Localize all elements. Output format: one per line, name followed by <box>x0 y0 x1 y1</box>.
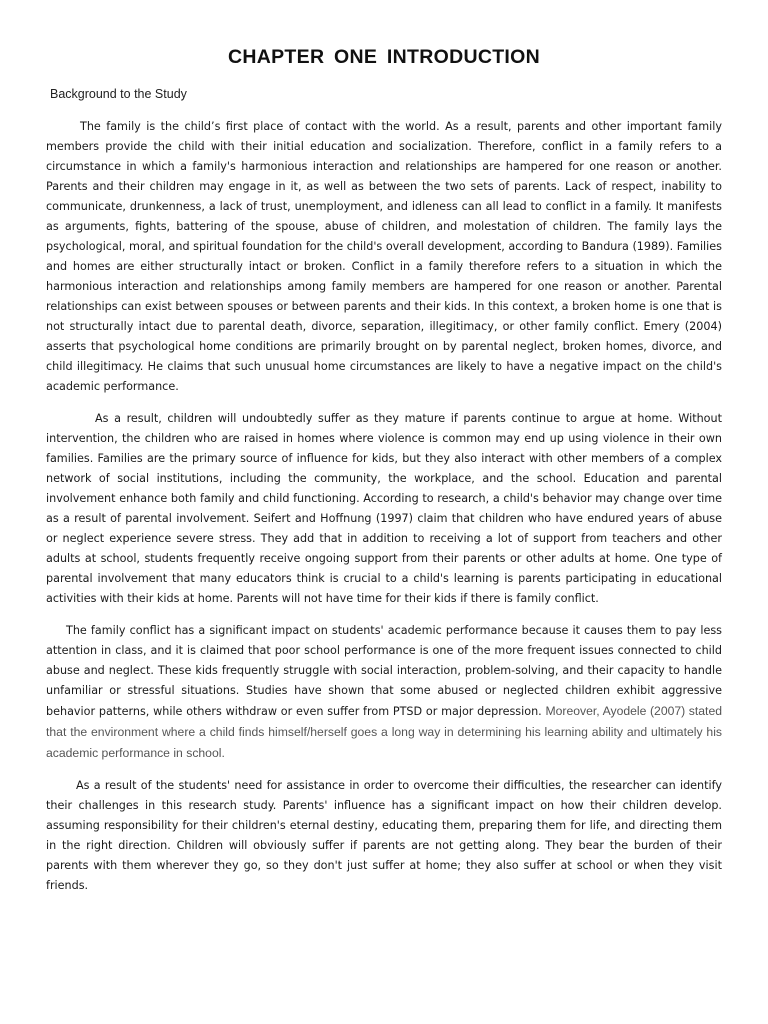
paragraph-1: The family is the child’s first place of contact with the world. As a result, parents and other important family members provide the child with their initial education and socialization. Therefore, conflict in a family refers to a circumstance in which a family's harmonious interaction and relationships are hampered for one reason or another. Parents and their children may engage in it, as well as between the two sets of parents. Lack of respect, inability to communicate, drunkenness, a lack of trust, unemployment, and idleness can all lead to conflict in a family. It manifests as arguments, fights, battering of the spouse, abuse of children, and molestation of children. The family lays the psychological, moral, and spiritual foundation for the child's overall development, according to Bandura (1989). Families and homes are either structurally intact or broken. Conflict in a family therefore refers to a situation in which the harmonious interaction and relationships among family members are hampered for one reason or another. Parental relationships can exist between spouses or between parents and their kids. In this context, a broken home is one that is not structurally intact due to parental death, divorce, separation, illegitimacy, or other family conflict. Emery (2004) asserts that psychological home conditions are primarily brought on by parental neglect, broken homes, divorce, and child illegitimacy. He claims that such unusual home circumstances are likely to have a negative impact on the child's academic performance. <box>46 120 722 393</box>
paragraph-3-main: The family conflict has a significant impact on students' academic performance because it causes them to pay less attention in class, and it is claimed that poor school performance is one of the more frequent issues connected to child abuse and neglect. These kids frequently struggle with social interaction, problem-solving, and their capacity to handle unfamiliar or stressful situations. Studies have shown that some abused or neglected children exhibit aggressive behavior patterns, while others withdraw or even suffer from PTSD or major depression. <box>46 624 722 718</box>
document-body <box>46 117 722 908</box>
paragraph-4: As a result of the students' need for assistance in order to overcome their difficulties, the researcher can identify their challenges in this research study. Parents' influence has a significant impact on how their children develop. assuming responsibility for their children's eternal destiny, educating them, preparing them for life, and directing them in the right direction. Children will obviously suffer if parents are not getting along. They bear the burden of their parents with them wherever they go, so they don't just suffer at home; they also suffer at school or when they visit friends. <box>46 779 722 892</box>
paragraph-3-quote: Moreover, Ayodele (2007) stated that the environment where a child finds himself/herself goes a long way in determining his learning ability and ultimately his academic performance in school. <box>46 704 722 760</box>
chapter-title: CHAPTER ONE INTRODUCTION <box>227 46 541 68</box>
paragraph-3 <box>46 621 722 764</box>
section-heading: Background to the Study <box>50 87 187 101</box>
paragraph-2: As a result, children will undoubtedly suffer as they mature if parents continue to argue at home. Without intervention, the children who are raised in homes where violence is common may end up using violence in their own families. Families are the primary source of influence for kids, but they also interact with other members of a complex network of social institutions, including the community, the workplace, and the school. Education and parental involvement enhance both family and child functioning. According to research, a child's behavior may change over time as a result of parental involvement. Seifert and Hoffnung (1997) claim that children who have endured years of abuse or neglect experience severe stress. They add that in addition to receiving a lot of support from teachers and other adults at school, students frequently receive ongoing support from their parents or other adults at home. One type of parental involvement that many educators think is crucial to a child's learning is parents participating in educational activities with their kids at home. Parents will not have time for their kids if there is family conflict. <box>46 412 722 605</box>
